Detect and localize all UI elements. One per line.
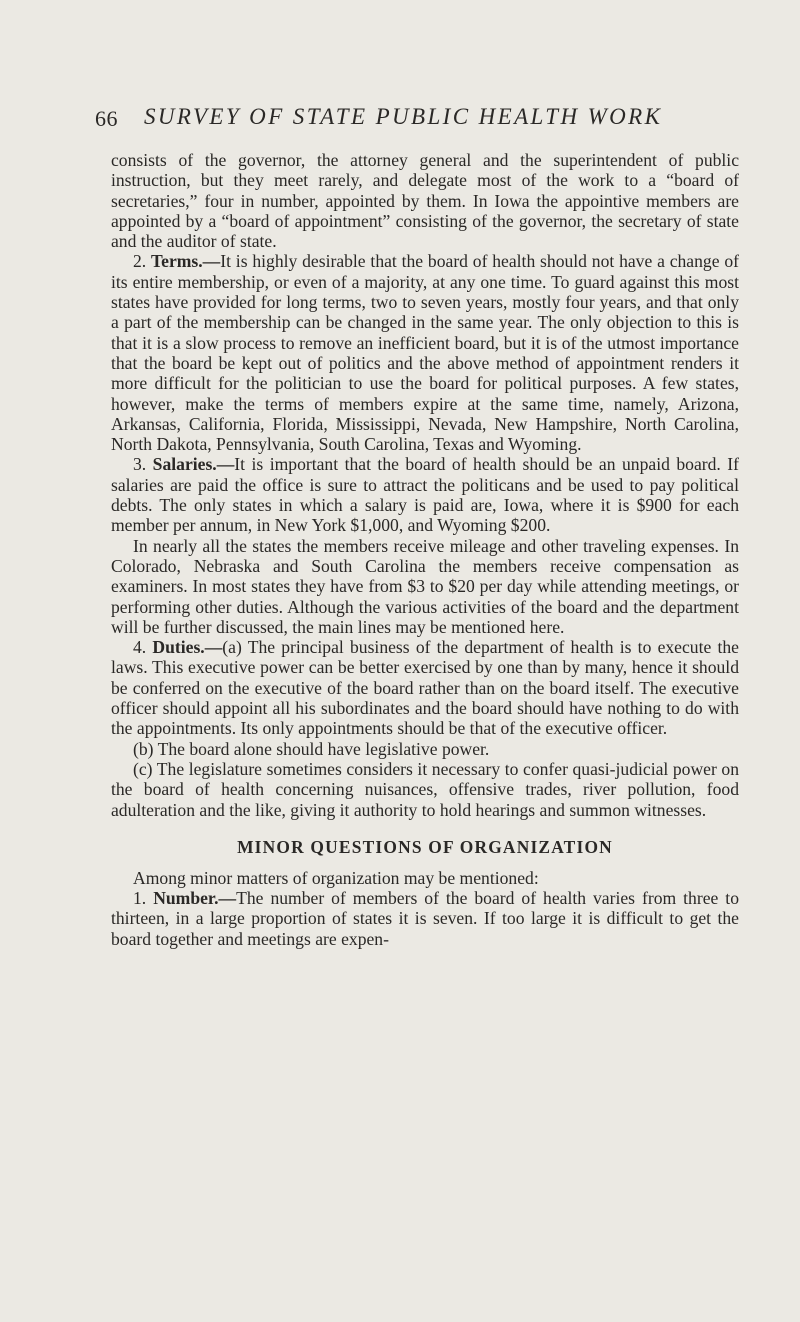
- running-head-title: SURVEY OF STATE PUBLIC HEALTH WORK: [144, 104, 663, 129]
- paragraph-duties-b: (b) The board alone should have legislative power.: [133, 738, 490, 759]
- section-heading: MINOR QUESTIONS OF ORGANIZATION: [237, 836, 613, 857]
- salaries-text: It is important that the board of health should be an unpaid board. If salaries are paid the office is sure to attract the politicans and be used to pay political debts. The only states in which a salary is paid are, Iowa, where it is $900 for each member per annum, in New York $1,000, and Wyoming $200.: [111, 454, 739, 536]
- salaries-heading: Salaries.—: [152, 454, 235, 475]
- number-item-text: The number of members of the board of health varies from three to thirteen, in a large proportion of states it is seven. If too large it is difficult to get the board together and meetings are expen-: [111, 888, 739, 949]
- duties-number: 4.: [133, 637, 147, 658]
- paragraph-salaries: [111, 454, 739, 535]
- terms-number: 2.: [133, 251, 147, 272]
- page-number: 66: [95, 106, 118, 131]
- paragraph-minor-intro: Among minor matters of organization may be mentioned:: [133, 867, 539, 888]
- body-text: [111, 150, 739, 949]
- number-item-heading: Number.—: [153, 888, 237, 909]
- paragraph-number: [111, 888, 739, 949]
- running-head: [95, 104, 755, 136]
- paragraph-salaries-continued: In nearly all the states the members receive mileage and other traveling expenses. In Colorado, Nebraska and South Carolina the members receive compensation as examiners. In most states they have from $3 to $20 per day while attending meetings, or performing other duties. Although the various activities of the board and the department will be further discussed, the main lines may be mentioned here.: [111, 535, 739, 637]
- terms-text: It is highly desirable that the board of health should not have a change of its entire membership, or even of a majority, at any one time. To guard against this most states have provided for long terms, two to seven years, mostly four years, and that only a part of the membership can be changed in the same year. The only objection to this is that it is a slow process to remove an inefficient board, but it is of the utmost importance that the board be kept out of politics and the above method of appointment renders it more difficult for the politician to use the board for political purposes. A few states, however, make the terms of members expire at the same time, namely, Arizona, Arkansas, California, Florida, Mississippi, Nevada, New Hampshire, North Carolina, North Dakota, Pennsylvania, South Carolina, Texas and Wyoming.: [111, 251, 739, 455]
- paragraph-continued: consists of the governor, the attorney general and the superintendent of public instruction, but they meet rarely, and delegate most of the work to a “board of secretaries,” four in number, appointed by them. In Iowa the appointive members are appointed by a “board of appointment” consisting of the governor, the secretary of state and the auditor of state.: [111, 150, 739, 252]
- duties-text: (a) The principal business of the department of health is to execute the laws. This executive power can be better exercised by one than by many, hence it should be conferred on the executive of the board rather than on the board itself. The executive officer should appoint all his subordinates and the board should have nothing to do with the appointments. Its only appointments should be that of the executive officer.: [111, 637, 739, 739]
- paragraph-terms: [111, 251, 739, 454]
- paragraph-duties: [111, 637, 739, 738]
- number-item-number: 1.: [133, 888, 147, 909]
- duties-heading: Duties.—: [152, 637, 223, 658]
- salaries-number: 3.: [133, 454, 147, 475]
- terms-heading: Terms.—: [151, 251, 221, 272]
- paragraph-duties-c: (c) The legislature sometimes considers it necessary to confer quasi-judicial power on the board of health concerning nuisances, offensive trades, river pollution, food adulteration and the like, giving it authority to hold hearings and summon witnesses.: [111, 758, 739, 820]
